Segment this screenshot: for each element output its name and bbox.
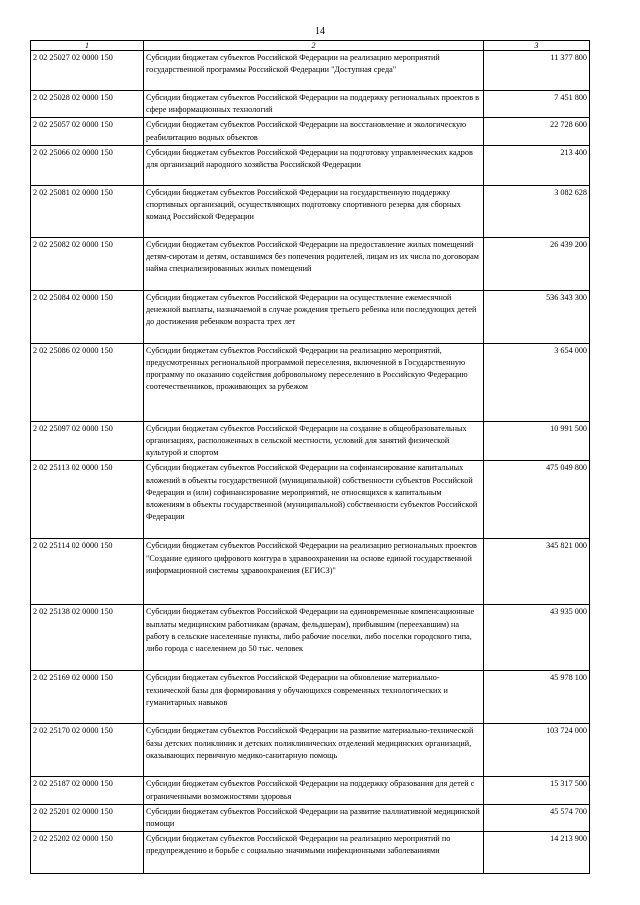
column-header-2: 2 — [144, 41, 484, 51]
row-amount: 10 991 500 — [484, 421, 590, 461]
row-description: Субсидии бюджетам субъектов Российской Федерации на поддержку образования для детей с ограниченными возможностями здоровья — [144, 777, 484, 804]
table-row — [31, 804, 590, 831]
table-row — [31, 51, 590, 91]
page-number: 14 — [315, 26, 325, 37]
row-amount: 14 213 900 — [484, 832, 590, 874]
table-row — [31, 832, 590, 874]
table-row — [31, 185, 590, 237]
table-row — [31, 91, 590, 118]
table-row — [31, 777, 590, 804]
row-amount: 22 728 600 — [484, 118, 590, 145]
table-row — [31, 145, 590, 185]
row-amount: 213 400 — [484, 145, 590, 185]
row-description: Субсидии бюджетам субъектов Российской Федерации на единовременные компенсационные выплаты медицинским работникам (врачам, фельдшерам), прибывшим (переехавшим) на работу в сельские населенные пункты, либо рабочие поселки, либо поселки городского типа, либо города с населением до 50 тыс. человек — [144, 605, 484, 671]
table-row — [31, 461, 590, 539]
row-description: Субсидии бюджетам субъектов Российской Федерации на реализацию мероприятий, предусмотренных региональной программой переселения, включенной в Государственную программу по оказанию содействия добровольному переселению в Российскую Федерацию соотечественников, проживающих за рубежом — [144, 343, 484, 421]
table-row — [31, 605, 590, 671]
table-row — [31, 118, 590, 145]
table-row — [31, 343, 590, 421]
row-amount: 26 439 200 — [484, 237, 590, 290]
budget-table — [30, 40, 590, 874]
row-code: 2 02 25081 02 0000 150 — [31, 185, 144, 237]
row-code: 2 02 25086 02 0000 150 — [31, 343, 144, 421]
row-code: 2 02 25097 02 0000 150 — [31, 421, 144, 461]
row-code: 2 02 25082 02 0000 150 — [31, 237, 144, 290]
row-amount: 7 451 800 — [484, 91, 590, 118]
row-code: 2 02 25187 02 0000 150 — [31, 777, 144, 804]
row-code: 2 02 25138 02 0000 150 — [31, 605, 144, 671]
row-code: 2 02 25028 02 0000 150 — [31, 91, 144, 118]
table-row — [31, 671, 590, 724]
row-code: 2 02 25170 02 0000 150 — [31, 724, 144, 777]
table-header-row — [31, 41, 590, 51]
row-code: 2 02 25084 02 0000 150 — [31, 290, 144, 343]
table-row — [31, 421, 590, 461]
row-code: 2 02 25113 02 0000 150 — [31, 461, 144, 539]
table-row — [31, 290, 590, 343]
row-description: Субсидии бюджетам субъектов Российской Федерации на развитие паллиативной медицинской помощи — [144, 804, 484, 831]
row-amount: 345 821 000 — [484, 539, 590, 605]
column-header-1: 1 — [31, 41, 144, 51]
row-amount: 43 935 000 — [484, 605, 590, 671]
row-code: 2 02 25202 02 0000 150 — [31, 832, 144, 874]
table-row — [31, 724, 590, 777]
row-amount: 15 317 500 — [484, 777, 590, 804]
row-amount: 475 049 800 — [484, 461, 590, 539]
row-code: 2 02 25027 02 0000 150 — [31, 51, 144, 91]
row-description: Субсидии бюджетам субъектов Российской Федерации на восстановление и экологическую реабилитацию водных объектов — [144, 118, 484, 145]
row-amount: 3 654 000 — [484, 343, 590, 421]
row-code: 2 02 25201 02 0000 150 — [31, 804, 144, 831]
row-amount: 45 978 100 — [484, 671, 590, 724]
row-code: 2 02 25169 02 0000 150 — [31, 671, 144, 724]
table-row — [31, 237, 590, 290]
row-description: Субсидии бюджетам субъектов Российской Федерации на реализацию мероприятий государственной программы Российской Федерации "Доступная среда" — [144, 51, 484, 91]
row-amount: 11 377 800 — [484, 51, 590, 91]
row-description: Субсидии бюджетам субъектов Российской Федерации на реализацию мероприятий по предупреждению и борьбе с социально значимыми инфекционными заболеваниями — [144, 832, 484, 874]
column-header-3: 3 — [484, 41, 590, 51]
table-row — [31, 539, 590, 605]
row-description: Субсидии бюджетам субъектов Российской Федерации на осуществление ежемесячной денежной выплаты, назначаемой в случае рождения третьего ребенка или последующих детей до достижения ребенком возраста трех лет — [144, 290, 484, 343]
row-amount: 536 343 300 — [484, 290, 590, 343]
row-amount: 45 574 700 — [484, 804, 590, 831]
row-code: 2 02 25114 02 0000 150 — [31, 539, 144, 605]
row-description: Субсидии бюджетам субъектов Российской Федерации на предоставление жилых помещений детям-сиротам и детям, оставшимся без попечения родителей, лицам из их числа по договорам найма специализированных жилых помещений — [144, 237, 484, 290]
row-description: Субсидии бюджетам субъектов Российской Федерации на поддержку региональных проектов в сфере информационных технологий — [144, 91, 484, 118]
row-description: Субсидии бюджетам субъектов Российской Федерации на реализацию региональных проектов "Создание единого цифрового контура в здравоохранении на основе единой государственной информационной системы здравоохранения (ЕГИСЗ)" — [144, 539, 484, 605]
row-description: Субсидии бюджетам субъектов Российской Федерации на обновление материально-технической базы для формирования у обучающихся современных технологических и гуманитарных навыков — [144, 671, 484, 724]
row-description: Субсидии бюджетам субъектов Российской Федерации на подготовку управленческих кадров для организаций народного хозяйства Российской Федерации — [144, 145, 484, 185]
row-description: Субсидии бюджетам субъектов Российской Федерации на развитие материально-технической базы детских поликлиник и детских поликлинических отделений медицинских организаций, оказывающих первичную медико-санитарную помощь — [144, 724, 484, 777]
row-code: 2 02 25057 02 0000 150 — [31, 118, 144, 145]
row-description: Субсидии бюджетам субъектов Российской Федерации на государственную поддержку спортивных организаций, осуществляющих подготовку спортивного резерва для сборных команд Российской Федерации — [144, 185, 484, 237]
row-amount: 103 724 000 — [484, 724, 590, 777]
row-description: Субсидии бюджетам субъектов Российской Федерации на софинансирование капитальных вложений в объекты государственной (муниципальной) собственности субъектов Российской Федерации и (или) софинансирование мероприятий, не относящихся к капитальным вложениям в объекты государственной (муниципальной) собственности субъектов Российской Федерации — [144, 461, 484, 539]
row-description: Субсидии бюджетам субъектов Российской Федерации на создание в общеобразовательных организациях, расположенных в сельской местности, условий для занятий физической культурой и спортом — [144, 421, 484, 461]
row-amount: 3 082 628 — [484, 185, 590, 237]
row-code: 2 02 25066 02 0000 150 — [31, 145, 144, 185]
